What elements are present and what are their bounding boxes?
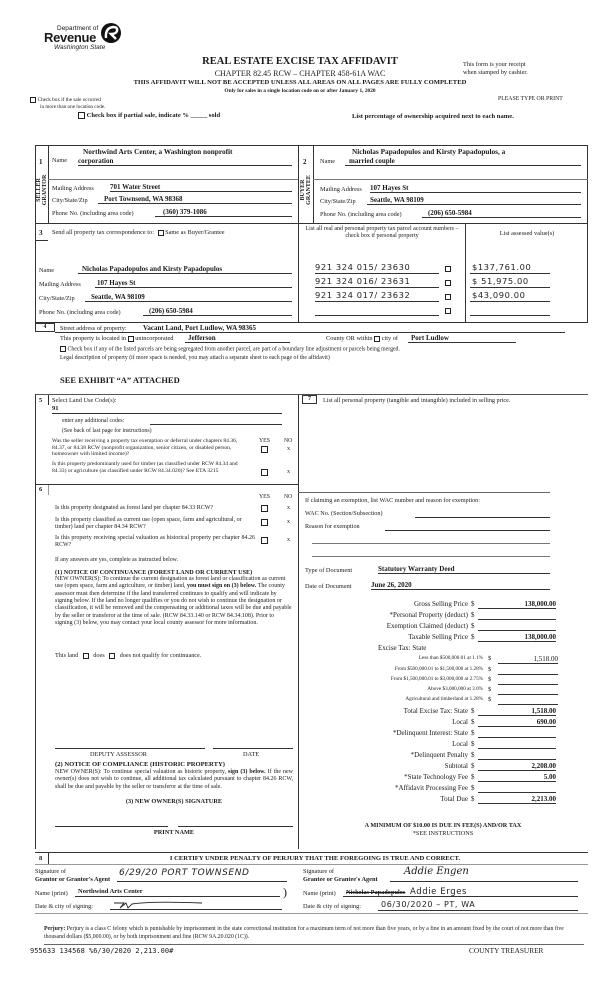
subtotal-row: Subtotal $ 2,208.00 bbox=[444, 762, 556, 770]
correspondence-city-label: City/State/Zip bbox=[39, 295, 75, 302]
personal-property-checkbox[interactable] bbox=[445, 280, 451, 286]
total-due-field[interactable]: 2,213.00 bbox=[478, 795, 556, 804]
total-due-row: Total Due $ 2,213.00 bbox=[440, 795, 556, 803]
reason-field-line-3[interactable] bbox=[312, 556, 550, 557]
correspondence-name-label: Name bbox=[39, 267, 55, 274]
question-text: Is this property designated as forest land per chapter 84.33 RCW? bbox=[55, 505, 214, 511]
grantor-sig-label-1: Signature of bbox=[35, 868, 66, 875]
segregated-label: Check box if any of the listed parcels are being segregated from another parcel, are part of a boundary line adjustment or parcels being merged. bbox=[67, 346, 400, 353]
located-in-label: This property is located in bbox=[60, 335, 127, 342]
delinquent-interest-state-field[interactable] bbox=[478, 729, 556, 738]
multi-location-checkbox[interactable] bbox=[30, 97, 36, 103]
buyer-section-number: 2 bbox=[303, 158, 307, 166]
form-subtitle: CHAPTER 82.45 RCW – CHAPTER 458-61A WAC bbox=[214, 69, 386, 78]
grantee-date-label: Date & city of signing: bbox=[303, 903, 362, 910]
property-section-number: 4 bbox=[35, 323, 55, 332]
tax-tier-row: Agricultural and timberland at 1.28% $ bbox=[298, 696, 588, 706]
grantee-date-field[interactable]: 06/30/2020 – PT, WA bbox=[378, 900, 578, 911]
yes-checkbox[interactable] bbox=[261, 537, 268, 544]
seller-name-field[interactable]: corporation bbox=[78, 157, 292, 166]
does-not-label: does not qualify for continuance. bbox=[119, 652, 202, 659]
county-treasurer-label: COUNTY TREASURER bbox=[469, 946, 544, 955]
delinquent-penalty-row: *Delinquent Penalty $ bbox=[298, 751, 588, 761]
gross-selling-price-row: Gross Selling Price $ 138,000.00 bbox=[413, 600, 556, 608]
doc-date-field[interactable]: June 26, 2020 bbox=[371, 581, 550, 590]
located-in-row bbox=[60, 335, 173, 343]
personal-property-label: List all personal property (tangible and intangible) included in selling price. bbox=[323, 397, 511, 404]
same-as-buyer-label: Same as Buyer/Grantee bbox=[165, 229, 225, 236]
ownership-note: List percentage of ownership acquired next to each name. bbox=[352, 113, 514, 120]
buyer-address-label: Mailing Address bbox=[320, 186, 362, 193]
personal-property-checkbox[interactable] bbox=[445, 308, 451, 314]
new-owner-signature-line[interactable] bbox=[55, 826, 168, 827]
no-answer[interactable]: x bbox=[287, 469, 290, 475]
dor-logo-icon bbox=[100, 22, 122, 44]
tax-tier-field[interactable] bbox=[498, 686, 558, 695]
county-field[interactable]: Jefferson bbox=[185, 334, 290, 343]
grantor-sig-label-2: Grantor or Grantor's Agent bbox=[35, 876, 111, 883]
total-excise-local-row: Local $ 690.00 bbox=[452, 718, 556, 726]
delinquent-interest-state-row: *Delinquent Interest: State $ bbox=[298, 729, 588, 739]
grantor-date-field[interactable] bbox=[110, 900, 282, 910]
does-not-qualify-checkbox[interactable] bbox=[109, 653, 115, 659]
correspondence-label: Send all property tax correspondence to: bbox=[52, 229, 154, 236]
segregated-checkbox[interactable] bbox=[60, 346, 66, 352]
additional-codes-field[interactable] bbox=[150, 418, 282, 425]
correspondence-header bbox=[52, 229, 225, 237]
notice2-title: (2) NOTICE OF COMPLIANCE (HISTORIC PROPERTY) bbox=[55, 761, 225, 768]
correspondence-city-field[interactable]: Seattle, WA 98109 bbox=[85, 293, 292, 302]
buyer-phone-label: Phone No. (including area code) bbox=[320, 211, 402, 218]
only-for-note: Only for sales in a single location code on or after January 1, 2020 bbox=[224, 88, 376, 94]
segregated-row bbox=[60, 346, 400, 353]
total-excise-local-field[interactable]: 690.00 bbox=[478, 718, 556, 727]
grantee-name-field[interactable] bbox=[343, 887, 578, 897]
yes-checkbox[interactable] bbox=[261, 519, 268, 526]
total-excise-state-row: Total Excise Tax: State $ 1,518.00 bbox=[403, 707, 556, 715]
correspondence-name-field[interactable]: Nicholas Papadopulos and Kirsty Papadopulos bbox=[78, 265, 292, 274]
tax-tier-row: From $1,500,000.01 to $3,000,000 at 2.75% $ bbox=[298, 676, 588, 686]
parcel-number[interactable] bbox=[315, 305, 439, 316]
seller-address-field[interactable]: 701 Water Street bbox=[110, 183, 292, 192]
deputy-assessor-label: DEPUTY ASSESSOR bbox=[90, 751, 147, 758]
seller-address-label: Mailing Address bbox=[52, 185, 94, 192]
see-instructions-note: *SEE INSTRUCTIONS bbox=[412, 830, 474, 837]
partial-sale-row[interactable] bbox=[78, 112, 220, 120]
warning-banner: THIS AFFIDAVIT WILL NOT BE ACCEPTED UNLESS ALL AREAS ON ALL PAGES ARE FULLY COMPLETED bbox=[133, 79, 467, 86]
assessor-date-label: DATE bbox=[243, 751, 260, 758]
county-or-label: County OR within bbox=[326, 335, 373, 342]
notice2-body: NEW OWNER(S): To continue special valuation as historic property, sign (3) below. If the new owner(s) does not wish to continue, all additional tax calculated pursuant to chapter 84.26 RCW, shall be due and payable by the seller or transferor at the time of sale. bbox=[55, 769, 294, 790]
taxable-selling-price-field[interactable]: 138,000.00 bbox=[478, 633, 556, 642]
please-type: PLEASE TYPE OR PRINT bbox=[498, 96, 563, 102]
grantor-name-label: Name (print) bbox=[35, 890, 68, 897]
perjury-label: Perjury: bbox=[44, 926, 66, 932]
land-use-no-header: NO bbox=[284, 438, 293, 444]
grantor-date-label: Date & city of signing: bbox=[35, 903, 94, 910]
logo-state: Washington State bbox=[54, 44, 106, 51]
multi-location-label-2: in more than one location code. bbox=[40, 104, 106, 110]
logo-name: Revenue bbox=[44, 30, 97, 45]
form-title: REAL ESTATE EXCISE TAX AFFIDAVIT bbox=[202, 56, 398, 67]
receipt-note-2: when stamped by cashier. bbox=[463, 69, 528, 76]
assessed-value[interactable] bbox=[470, 305, 550, 316]
legal-description-label: Legal description of property (if more space is needed, you may attach a separate sheet to each page of the affidavit) bbox=[60, 355, 330, 361]
unincorporated-checkbox[interactable] bbox=[128, 336, 134, 342]
section7-number: 7 bbox=[302, 395, 317, 404]
dor-logo bbox=[44, 25, 124, 55]
grantee-name-label: Name (print) bbox=[303, 890, 336, 897]
gross-selling-price-field[interactable]: 138,000.00 bbox=[478, 600, 556, 609]
grantor-date-scribble bbox=[112, 900, 212, 910]
partial-sale-label: Check box if partial sale, indicate % _____ sold bbox=[86, 112, 221, 119]
buyer-name-label: Name bbox=[320, 158, 336, 165]
assessed-values-header: List assessed value(s) bbox=[499, 230, 555, 237]
does-qualify-checkbox[interactable] bbox=[83, 653, 89, 659]
taxable-selling-price-row: Taxable Selling Price $ 138,000.00 bbox=[408, 633, 556, 641]
state-technology-fee-row: *State Technology Fee $ 5.00 bbox=[404, 773, 556, 781]
question-text: Is this property classified as current use (open space, farm and agricultural, or timber) land per chapter 84.34 RCW? bbox=[55, 517, 242, 531]
street-address-label: Street address of property: bbox=[60, 325, 127, 332]
tax-tier-field[interactable] bbox=[498, 696, 558, 705]
delinquent-interest-local-field[interactable] bbox=[478, 740, 556, 749]
exemption-deduct-field[interactable] bbox=[478, 622, 556, 631]
land-use-label: Select Land Use Code(s): bbox=[52, 397, 117, 404]
seller-name-label: Name bbox=[52, 157, 68, 164]
legal-description-field[interactable]: SEE EXHIBIT “A” ATTACHED bbox=[60, 375, 180, 385]
perjury-text: Perjury is a class C felony which is punishable by imprisonment in the state correctional institution for a maximum term of not more than five years, or by a fine in an amount fixed by the court of not more than five thousand dollars ($5,000.00), or by both imprisonment and fine (RCW 9A.20.020 (1C)). bbox=[44, 926, 564, 940]
seller-phone-label: Phone No. (including area code) bbox=[52, 210, 134, 217]
seller-city-label: City/State/Zip bbox=[52, 197, 88, 204]
grantor-name-bracket: ) bbox=[283, 885, 287, 899]
this-land-label: This land bbox=[55, 652, 79, 659]
seller-section-number: 1 bbox=[39, 158, 43, 166]
no-answer[interactable]: x bbox=[287, 505, 290, 511]
grantee-sig-label-1: Signature of bbox=[303, 868, 334, 875]
buyer-side-label: BUYER GRANTEE bbox=[300, 175, 312, 205]
correspondence-section-number: 3 bbox=[39, 229, 43, 237]
reason-label: Reason for exemption bbox=[305, 523, 360, 530]
grantee-signature-field[interactable]: Addie Engen bbox=[390, 866, 578, 882]
certification-title: I CERTIFY UNDER PENALTY OF PERJURY THAT THE FOREGOING IS TRUE AND CORRECT. bbox=[169, 855, 461, 862]
notice1-body: NEW OWNER(S): To continue the current designation as forest land or classification as current use (open space, farm and agriculture, or timber) land, you must sign on (3) below. The county assessor must then determine if the land transferred continues to qualify and will indicate by signing below. If the land no longer qualifies or you do not wish to continue the designation or classification, it will be removed and the compensating or additional taxes will be due and payable by the seller or transferor at the time of sale. (RCW 84.33.140 or RCW 84.34.108). Prior to signing (3) below, you may contact your local county assessor for more information. bbox=[55, 576, 292, 626]
minimum-due-note: A MINIMUM OF $10.00 IS DUE IN FEE(S) AND/OR TAX bbox=[364, 822, 522, 829]
section6-yes-header: YES bbox=[259, 494, 270, 500]
city-of-label: city of bbox=[381, 335, 398, 342]
personal-property-deduct-row: *Personal Property (deduct) $ bbox=[298, 611, 588, 621]
certification-section-number: 8 bbox=[39, 855, 43, 862]
tax-tier-field[interactable]: 1,518.00 bbox=[498, 655, 558, 664]
subtotal-field[interactable]: 2,208.00 bbox=[478, 762, 556, 771]
perjury-notice bbox=[44, 926, 584, 941]
doc-type-field[interactable]: Statutory Warranty Deed bbox=[378, 565, 550, 574]
buyer-name-line1: Nicholas Papadopulos and Kirsty Papadopulos, a bbox=[352, 147, 506, 156]
new-owner-signature-label: (3) NEW OWNER(S) SIGNATURE bbox=[125, 798, 223, 805]
state-technology-fee-field[interactable]: 5.00 bbox=[478, 773, 556, 782]
correspondence-address-label: Mailing Address bbox=[39, 281, 81, 288]
buyer-phone-field[interactable]: (206) 650-5984 bbox=[422, 209, 581, 218]
multi-location-checkbox-row[interactable] bbox=[30, 96, 101, 104]
seller-side-label: SELLER GRANTOR bbox=[36, 174, 48, 206]
city-field[interactable]: Port Ludlow bbox=[408, 334, 516, 343]
reason-field-line-2[interactable] bbox=[312, 543, 550, 544]
tax-calculation bbox=[298, 600, 588, 840]
grantor-signature-field[interactable]: 6/29/20 PORT TOWNSEND bbox=[117, 868, 287, 882]
parcels-header: List all real and personal property tax parcel account numbers – check box if personal property bbox=[305, 226, 459, 240]
tax-tier-row: From $500,000.01 to $1,500,000 at 1.28% $ bbox=[298, 666, 588, 676]
receipt-stamp: 955633 134568 %6/30/2020 2,213.00# bbox=[30, 947, 174, 955]
does-label: does bbox=[93, 652, 105, 659]
continuance-row bbox=[55, 652, 201, 659]
exemption-deduct-row: Exemption Claimed (deduct) $ bbox=[298, 622, 588, 632]
delinquent-penalty-field[interactable] bbox=[478, 751, 556, 760]
grantee-name-handwritten: Addie Erges bbox=[409, 887, 468, 897]
assessed-value[interactable]: $137,761.00 bbox=[470, 263, 550, 274]
section6-number: 6 bbox=[39, 486, 43, 493]
no-answer[interactable]: x bbox=[287, 537, 290, 543]
seller-name-row bbox=[52, 157, 67, 165]
correspondence-phone-label: Phone No. (including area code) bbox=[39, 309, 121, 316]
buyer-name-field[interactable]: married couple bbox=[345, 157, 581, 166]
seller-city-field[interactable]: Port Townsend, WA 98368 bbox=[98, 195, 292, 204]
grantor-name-field[interactable]: Northwind Arts Center bbox=[75, 888, 280, 897]
within-city-row bbox=[326, 335, 398, 343]
logo-dept: Department of bbox=[57, 25, 99, 32]
buyer-address-field[interactable]: 107 Hayes St bbox=[370, 184, 581, 193]
personal-property-checkbox[interactable] bbox=[445, 266, 451, 272]
doc-date-label: Date of Document bbox=[305, 583, 352, 590]
notice1-title: (1) NOTICE OF CONTINUANCE (FOREST LAND OR CURRENT USE) bbox=[55, 569, 253, 576]
yes-checkbox[interactable] bbox=[261, 469, 268, 476]
reason-field[interactable] bbox=[385, 523, 550, 531]
doc-type-label: Type of Document bbox=[305, 567, 353, 574]
tax-tier-field[interactable] bbox=[498, 666, 558, 675]
seller-phone-field[interactable]: (360) 379-1086 bbox=[155, 208, 292, 217]
print-name-label: PRINT NAME bbox=[153, 829, 195, 836]
assessed-value[interactable]: $43,090.00 bbox=[470, 291, 550, 302]
parcel-number[interactable]: 921 324 016/ 23631 bbox=[315, 277, 439, 288]
tax-tier-row: Less than $500,000.01 at 1.1% $ 1,518.00 bbox=[418, 655, 558, 663]
land-use-yes-header: YES bbox=[259, 438, 270, 444]
correspondence-phone-field[interactable]: (206) 650-5984 bbox=[143, 307, 292, 316]
correspondence-address-field[interactable]: 107 Hayes St bbox=[95, 279, 292, 288]
question-text: Is this property receiving special valuation as historical property per chapter 84.26 RCW? bbox=[55, 535, 255, 549]
question-text: Was the seller receiving a property tax exemption or deferral under chapters 84.36, 84.37, or 84.38 RCW (nonprofit organization, senior citizen, or disabled person, homeowner with limited income)? bbox=[52, 438, 238, 458]
within-city-checkbox[interactable] bbox=[374, 336, 380, 342]
unincorporated-label: unincorporated bbox=[135, 335, 174, 342]
additional-codes-label: enter any additional codes: bbox=[62, 418, 125, 424]
see-back-note: (See back of last page for instructions) bbox=[62, 428, 152, 434]
section6-no-header: NO bbox=[284, 494, 293, 500]
affidavit-processing-fee-field[interactable] bbox=[478, 784, 556, 793]
assessor-date-line[interactable] bbox=[213, 748, 293, 749]
buyer-city-label: City/State/Zip bbox=[320, 198, 356, 205]
parcel-number[interactable]: 921 324 017/ 23632 bbox=[315, 291, 439, 302]
personal-property-deduct-field[interactable] bbox=[478, 611, 556, 620]
buyer-city-field[interactable]: Seattle, WA 98109 bbox=[367, 196, 581, 205]
seller-name-line1: Northwind Arts Center, a Washington nonprofit bbox=[83, 147, 233, 156]
if-yes-note: If any answers are yes, complete as instructed below. bbox=[55, 557, 178, 563]
grantee-name-struck: Nicholas Papadopulos bbox=[346, 889, 406, 896]
yes-checkbox[interactable] bbox=[261, 446, 268, 453]
land-use-section-number: 5 bbox=[39, 397, 43, 404]
deputy-assessor-signature-line[interactable] bbox=[55, 748, 205, 749]
wac-label: WAC No. (Section/Subsection) bbox=[305, 510, 383, 517]
delinquent-interest-local-row: Local $ bbox=[298, 740, 588, 750]
assessed-value[interactable]: $ 51,975.00 bbox=[470, 277, 550, 288]
excise-tax-header: Excise Tax: State bbox=[378, 644, 427, 652]
partial-sale-checkbox[interactable] bbox=[78, 112, 85, 119]
exemption-label: If claiming an exemption, list WAC number and reason for exemption: bbox=[305, 497, 480, 504]
affidavit-processing-fee-row: *Affidavit Processing Fee $ bbox=[298, 784, 588, 794]
question-text: Is this property predominantly used for timber (as classified under RCW 84.34 and 84.33) or agriculture (as classified under RCW 84.34.020)? See ETA 3215 bbox=[52, 461, 238, 474]
tax-tier-row: Above $3,000,000 at 3.0% $ bbox=[298, 686, 588, 696]
grantee-sig-label-2: Grantee or Grantee's Agent bbox=[303, 876, 378, 883]
wac-field[interactable] bbox=[415, 510, 550, 518]
personal-property-checkbox[interactable] bbox=[445, 294, 451, 300]
yes-checkbox[interactable] bbox=[261, 505, 268, 512]
receipt-note-1: This form is your receipt bbox=[463, 61, 526, 68]
parcel-number[interactable]: 921 324 015/ 23630 bbox=[315, 263, 439, 274]
same-as-buyer-checkbox[interactable] bbox=[158, 230, 164, 236]
land-use-code-field[interactable]: 91 bbox=[52, 405, 282, 414]
multi-location-label: Check box if the sale occurred bbox=[37, 97, 101, 103]
tax-tier-field[interactable] bbox=[498, 676, 558, 685]
total-excise-state-field[interactable]: 1,518.00 bbox=[478, 707, 556, 716]
street-address-field[interactable]: Vacant Land, Port Ludlow, WA 98365 bbox=[143, 324, 256, 332]
print-name-line[interactable] bbox=[178, 826, 293, 827]
no-answer[interactable]: x bbox=[287, 446, 290, 452]
no-answer[interactable]: x bbox=[287, 519, 290, 525]
